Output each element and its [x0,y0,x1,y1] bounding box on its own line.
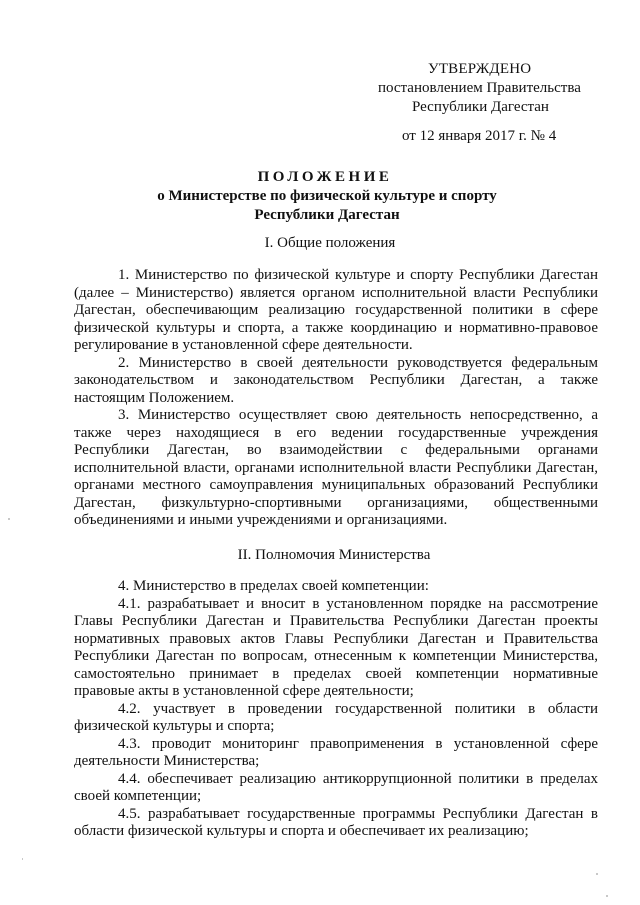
paragraph-4-5: 4.5. разрабатывает государственные программы Республики Дагестан в области физической культуры и спорта и обеспечивает их реализацию; [74,805,598,839]
scan-speck [8,518,10,520]
section-1-body [74,267,598,530]
approval-of: Республики Дагестан [412,99,549,115]
section-2-heading: II. Полномочия Министерства [237,547,431,563]
approval-by: постановлением Правительства [378,80,581,96]
section-1-heading: I. Общие положения [264,235,396,251]
approval-stamp [330,60,610,146]
scan-speck [22,858,23,860]
paragraph-4-4: 4.4. обеспечивает реализацию антикоррупционной политики в пределах своей компетенции; [74,770,598,804]
title-main: ПОЛОЖЕНИЕ [257,169,393,185]
title-line-3: Республики Дагестан [254,207,400,223]
paragraph-4-1: 4.1. разрабатывает и вносит в установленном порядке на рассмотрение Главы Республики Дагестан и Правительства Республики Дагестан проекты нормативных правовых актов Главы Республики Дагестан и Правительства Республики Дагестан по вопросам, отнесенным к компетенции Министерства, самостоятельно принимает в пределах своей компетенции нормативные правовые акты в установленной сфере деятельности; [74,595,598,699]
paragraph-4-3: 4.3. проводит мониторинг правоприменения в установленной сфере деятельности Министерства; [74,735,598,769]
paragraph-4: 4. Министерство в пределах своей компетенции: [118,578,429,594]
paragraph-1: 1. Министерство по физической культуре и спорту Республики Дагестан (далее – Министерство) является органом исполнительной власти Республики Дагестан, обеспечивающим реализацию государственной политики в сфере физической культуры и спорта, а также координацию и нормативно-правовое регулирование в установленной сфере деятельности. [74,267,598,353]
approval-approved: УТВЕРЖДЕНО [428,61,532,77]
section-2-body [74,578,598,841]
document-title [0,168,640,225]
paragraph-2: 2. Министерство в своей деятельности руководствуется федеральным законодательством и законодательством Республики Дагестан, а также настоящим Положением. [74,354,598,406]
scan-speck [606,895,608,897]
approval-date: от 12 января 2017 г. № 4 [402,128,557,144]
paragraph-4-2: 4.2. участвует в проведении государственной политики в области физической культуры и спорта; [74,700,598,734]
paragraph-3: 3. Министерство осуществляет свою деятельность непосредственно, а также через находящиеся в его ведении государственные учреждения Республики Дагестан, во взаимодействии с федеральными органами исполнительной власти, органами исполнительной власти Республики Дагестан, органами местного самоуправления муниципальных образований Республики Дагестан, физкультурно-спортивными организациями, общественными объединениями и иными учреждениями и организациями. [74,407,598,528]
title-line-2: о Министерстве по физической культуре и спорту [157,188,497,204]
scan-speck [596,873,598,875]
